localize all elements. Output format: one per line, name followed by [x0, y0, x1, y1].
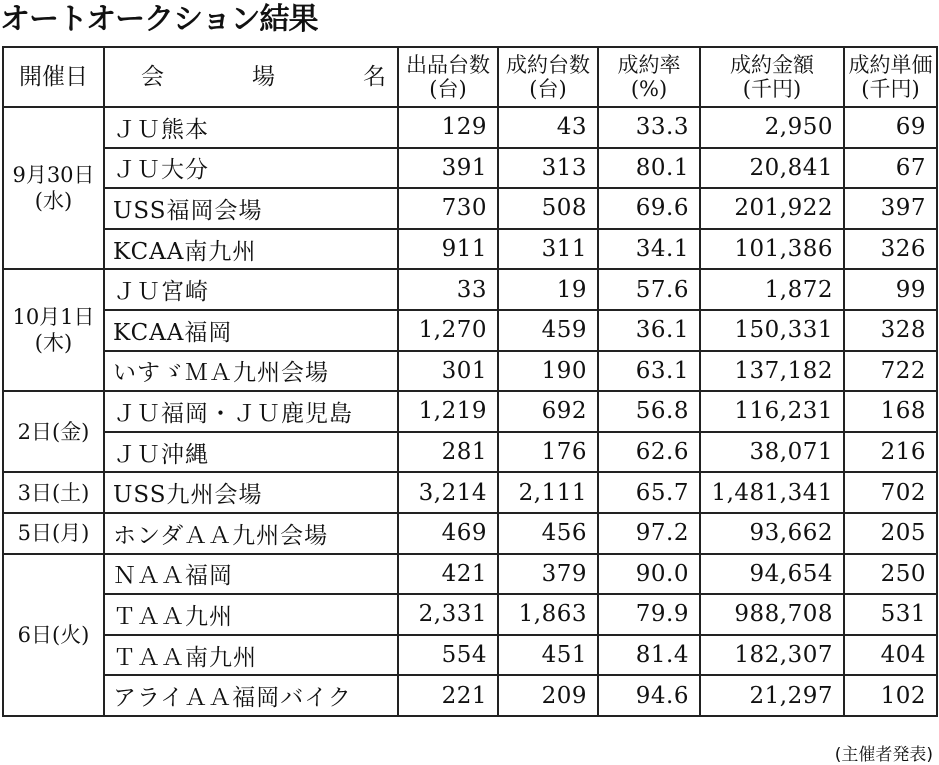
table-row [3, 188, 937, 229]
sale-rate: 34.1 [598, 229, 700, 270]
sale-amount: 38,071 [700, 432, 844, 473]
sale-amount: 116,231 [700, 391, 844, 432]
sold-count: 313 [498, 148, 598, 189]
venue-name: ＪＵ沖縄 [104, 432, 398, 473]
table-row [3, 554, 937, 595]
listed-count: 221 [398, 675, 498, 716]
sale-amount: 93,662 [700, 513, 844, 554]
listed-count: 730 [398, 188, 498, 229]
sold-count: 459 [498, 310, 598, 351]
header-sale-rate: 成約率 (%) [598, 47, 700, 107]
sale-amount: 94,654 [700, 554, 844, 595]
unit-price: 99 [844, 269, 937, 310]
date-cell [3, 107, 104, 269]
table-row [3, 351, 937, 392]
date-cell [3, 391, 104, 472]
header-row [3, 47, 937, 107]
listed-count: 421 [398, 554, 498, 595]
listed-count: 301 [398, 351, 498, 392]
unit-price: 326 [844, 229, 937, 270]
sale-rate: 94.6 [598, 675, 700, 716]
table-row [3, 675, 937, 716]
date-label: 6日(火) [17, 622, 90, 647]
sale-rate: 97.2 [598, 513, 700, 554]
sale-rate: 69.6 [598, 188, 700, 229]
header-date: 開催日 [3, 47, 104, 107]
unit-price: 404 [844, 635, 937, 676]
listed-count: 2,331 [398, 594, 498, 635]
listed-count: 3,214 [398, 472, 498, 513]
sold-count: 379 [498, 554, 598, 595]
weekday-label: (水) [34, 189, 73, 214]
sale-amount: 201,922 [700, 188, 844, 229]
header-sale-amount: 成約金額 (千円) [700, 47, 844, 107]
table-row [3, 472, 937, 513]
listed-count: 281 [398, 432, 498, 473]
listed-count: 33 [398, 269, 498, 310]
sold-count: 311 [498, 229, 598, 270]
sale-amount: 182,307 [700, 635, 844, 676]
unit-price: 102 [844, 675, 937, 716]
sale-rate: 62.6 [598, 432, 700, 473]
sale-rate: 81.4 [598, 635, 700, 676]
unit-price: 250 [844, 554, 937, 595]
unit-price: 216 [844, 432, 937, 473]
venue-name: ＴＡＡ南九州 [104, 635, 398, 676]
sold-count: 2,111 [498, 472, 598, 513]
sold-count: 19 [498, 269, 598, 310]
sold-count: 1,863 [498, 594, 598, 635]
sale-amount: 101,386 [700, 229, 844, 270]
listed-count: 469 [398, 513, 498, 554]
sold-count: 692 [498, 391, 598, 432]
date-label: 10月1日 [12, 305, 95, 330]
listed-count: 554 [398, 635, 498, 676]
header-venue-char-3: 名 [363, 64, 386, 90]
sale-amount: 20,841 [700, 148, 844, 189]
sale-rate: 56.8 [598, 391, 700, 432]
sale-amount: 1,872 [700, 269, 844, 310]
listed-count: 911 [398, 229, 498, 270]
table-row [3, 635, 937, 676]
table-row [3, 229, 937, 270]
sale-rate: 80.1 [598, 148, 700, 189]
venue-name: USS九州会場 [104, 472, 398, 513]
venue-name: ＪＵ福岡・ＪＵ鹿児島 [104, 391, 398, 432]
unit-price: 69 [844, 107, 937, 148]
header-sold-count: 成約台数 (台) [498, 47, 598, 107]
sold-count: 456 [498, 513, 598, 554]
unit-price: 168 [844, 391, 937, 432]
header-venue-char-1: 会 [141, 64, 164, 90]
sold-count: 43 [498, 107, 598, 148]
table-row [3, 513, 937, 554]
sale-rate: 63.1 [598, 351, 700, 392]
table-row [3, 594, 937, 635]
results-body [3, 107, 937, 716]
venue-name: ホンダＡＡ九州会場 [104, 513, 398, 554]
header-unit-price: 成約単価 (千円) [844, 47, 937, 107]
table-row [3, 310, 937, 351]
sale-amount: 21,297 [700, 675, 844, 716]
sale-rate: 90.0 [598, 554, 700, 595]
sale-amount: 2,950 [700, 107, 844, 148]
venue-name: アライＡＡ福岡バイク [104, 675, 398, 716]
date-cell [3, 513, 104, 554]
table-row [3, 391, 937, 432]
weekday-label: (木) [34, 331, 73, 356]
date-label: 5日(月) [17, 521, 90, 546]
venue-name: ＮＡＡ福岡 [104, 554, 398, 595]
table-row [3, 148, 937, 189]
date-label: 9月30日 [12, 163, 95, 188]
sale-rate: 57.6 [598, 269, 700, 310]
sale-amount: 150,331 [700, 310, 844, 351]
table-row [3, 432, 937, 473]
venue-name: いすゞＭＡ九州会場 [104, 351, 398, 392]
date-cell [3, 269, 104, 391]
date-label: 2日(金) [17, 419, 90, 444]
source-credit: (主催者発表) [834, 745, 933, 765]
listed-count: 129 [398, 107, 498, 148]
venue-name: KCAA福岡 [104, 310, 398, 351]
sale-amount: 137,182 [700, 351, 844, 392]
unit-price: 205 [844, 513, 937, 554]
table-row [3, 269, 937, 310]
unit-price: 67 [844, 148, 937, 189]
venue-name: USS福岡会場 [104, 188, 398, 229]
sale-amount: 1,481,341 [700, 472, 844, 513]
unit-price: 702 [844, 472, 937, 513]
date-cell [3, 472, 104, 513]
sale-rate: 36.1 [598, 310, 700, 351]
page-title: オートオークション結果 [0, 2, 318, 37]
sale-rate: 79.9 [598, 594, 700, 635]
date-cell [3, 554, 104, 716]
unit-price: 531 [844, 594, 937, 635]
sale-rate: 65.7 [598, 472, 700, 513]
venue-name: ＪＵ宮崎 [104, 269, 398, 310]
auction-results-table [2, 46, 938, 717]
listed-count: 391 [398, 148, 498, 189]
header-venue-char-2: 場 [252, 64, 275, 90]
sold-count: 451 [498, 635, 598, 676]
venue-name: ＴＡＡ九州 [104, 594, 398, 635]
sold-count: 508 [498, 188, 598, 229]
venue-name: KCAA南九州 [104, 229, 398, 270]
header-venue [104, 47, 398, 107]
venue-name: ＪＵ大分 [104, 148, 398, 189]
table-row [3, 107, 937, 148]
sold-count: 209 [498, 675, 598, 716]
sale-rate: 33.3 [598, 107, 700, 148]
date-label: 3日(土) [17, 480, 90, 505]
sale-amount: 988,708 [700, 594, 844, 635]
listed-count: 1,219 [398, 391, 498, 432]
unit-price: 722 [844, 351, 937, 392]
venue-name: ＪＵ熊本 [104, 107, 398, 148]
sold-count: 176 [498, 432, 598, 473]
listed-count: 1,270 [398, 310, 498, 351]
unit-price: 328 [844, 310, 937, 351]
header-listed-count: 出品台数 (台) [398, 47, 498, 107]
sold-count: 190 [498, 351, 598, 392]
unit-price: 397 [844, 188, 937, 229]
